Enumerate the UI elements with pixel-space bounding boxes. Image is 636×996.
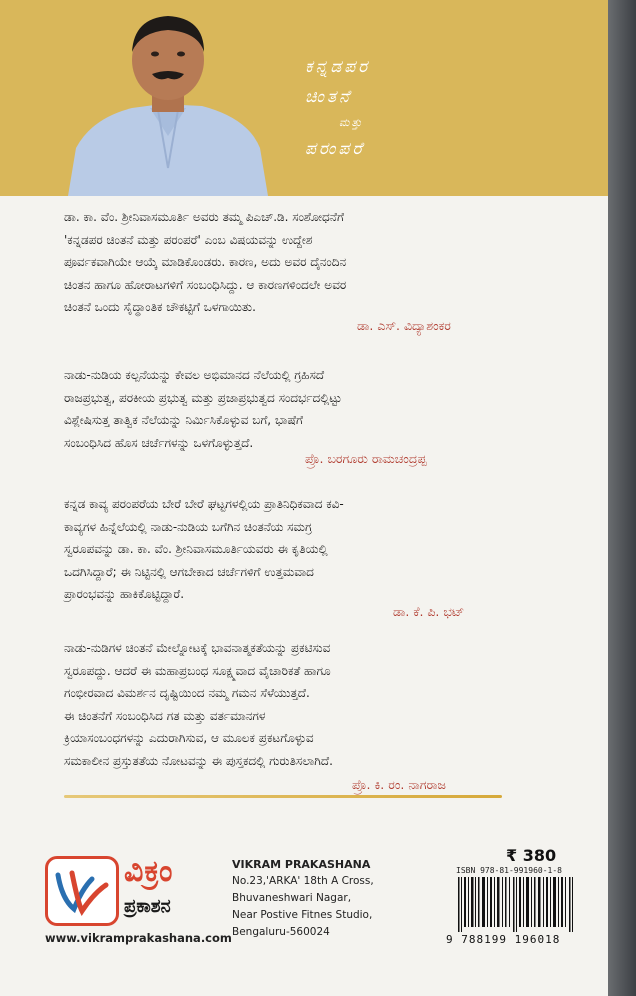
review-line: ನಾಡು-ನುಡಿಯ ಕಲ್ಪನೆಯನ್ನು ಕೇವಲ ಅಭಿಮಾನದ ನೆಲೆಯಲ್ಲಿ ಗ್ರಹಿಸದೆ	[64, 368, 325, 382]
review-line: ಪ್ರಾರಂಭವನ್ನು ಹಾಕಿಕೊಟ್ಟಿದ್ದಾರೆ.	[64, 587, 185, 601]
review-2-text	[64, 364, 502, 454]
review-line: ಈ ಚಿಂತನೆಗೆ ಸಂಬಂಧಿಸಿದ ಗತ ಮತ್ತು ವರ್ತಮಾನಗಳ	[64, 708, 266, 723]
title-line-2: ಚಿಂತನೆ	[305, 87, 353, 107]
review-line: ಸ್ವರೂಪವನ್ನು ಡಾ. ಕಾ. ವೆಂ. ಶ್ರೀನಿವಾಸಮೂರ್ತಿಯವರು ಈ ಕೃತಿಯಲ್ಲಿ	[64, 542, 328, 556]
publisher-address-block	[232, 856, 374, 941]
publisher-logo-mark	[45, 856, 119, 926]
price-label: ₹ 380	[506, 846, 557, 865]
review-line: ನಾಡು-ನುಡಿಗಳ ಚಿಂತನೆ ಮೇಲ್ನೋಟಕ್ಕೆ ಭಾವನಾತ್ಮಕತೆಯನ್ನು ಪ್ರಕಟಿಸುವ	[64, 641, 331, 655]
review-1-text	[64, 206, 502, 319]
title-line-3: ಮತ್ತು	[339, 116, 364, 129]
isbn-label: ISBN 978-81-991960-1-8	[456, 866, 562, 875]
book-title-script	[305, 52, 370, 164]
review-1-author: ಡಾ. ಎಸ್. ವಿದ್ಯಾಶಂಕರ	[357, 318, 451, 333]
review-line: ಒದಗಿಸಿದ್ದಾರೆ; ಈ ನಿಟ್ಟಿನಲ್ಲಿ ಆಗಬೇಕಾದ ಚರ್ಚೆಗಳಿಗೆ ಉತ್ತಮವಾದ	[64, 564, 314, 579]
publisher-name: VIKRAM PRAKASHANA	[232, 858, 371, 871]
barcode-icon	[456, 877, 576, 932]
review-line: ಚಿಂತನ ಹಾಗೂ ಹೋರಾಟಗಳಿಗೆ ಸಂಬಂಧಿಸಿದ್ದು. ಆ ಕಾರಣಗಳಿಂದಲೇ ಅವರ	[64, 277, 347, 292]
logo-emblem-icon	[48, 859, 116, 923]
review-line: 'ಕನ್ನಡಪರ ಚಿಂತನೆ ಮತ್ತು ಪರಂಪರೆ' ಎಂಬ ವಿಷಯವನ್ನು ಉದ್ದೇಶ	[64, 232, 313, 247]
review-line: ಸಂಬಂಧಿಸಿದ ಹೊಸ ಚರ್ಚೆಗಳನ್ನು ಒಳಗೊಳ್ಳುತ್ತದೆ.	[64, 435, 254, 450]
review-line: ಸಮಕಾಲೀನ ಪ್ರಸ್ತುತತೆಯ ನೋಟವನ್ನು ಈ ಪುಸ್ತಕದಲ್ಲಿ ಗುರುತಿಸಲಾಗಿದೆ.	[64, 753, 333, 768]
address-line: Bhuvaneshwari Nagar,	[232, 892, 352, 904]
review-line: ವಿಶ್ಲೇಷಿಸುತ್ತ ತಾತ್ವಿಕ ನೆಲೆಯನ್ನು ನಿರ್ಮಿಸಿಕೊಳ್ಳುವ ಬಗೆ, ಭಾಷೆಗೆ	[64, 413, 303, 427]
address-line: No.23,'ARKA' 18th A Cross,	[232, 875, 374, 887]
review-line: ಡಾ. ಕಾ. ವೆಂ. ಶ್ರೀನಿವಾಸಮೂರ್ತಿ ಅವರು ತಮ್ಮ ಪಿಎಚ್.ಡಿ. ಸಂಶೋಧನೆಗೆ	[64, 210, 344, 224]
address-line: Bengaluru-560024	[232, 926, 330, 938]
review-line: ಕನ್ನಡ ಕಾವ್ಯ ಪರಂಪರೆಯ ಬೇರೆ ಬೇರೆ ಘಟ್ಟಗಳಲ್ಲಿಯ ಪ್ರಾತಿನಿಧಿಕವಾದ ಕವಿ-	[64, 497, 344, 511]
divider-rule	[64, 795, 502, 798]
review-line: ಕ್ರಿಯಾಸಂಬಂಧಗಳನ್ನು ಎದುರಾಗಿಸುವ, ಆ ಮೂಲಕ ಪ್ರಕಟಗೊಳ್ಳುವ	[64, 731, 314, 745]
review-4-text	[64, 637, 502, 772]
review-4-author: ಪ್ರೊ. ಕಿ. ರಂ. ನಾಗರಾಜ	[352, 777, 446, 792]
review-2-author: ಪ್ರೊ. ಬರಗೂರು ರಾಮಚಂದ್ರಪ್ಪ	[305, 451, 427, 466]
title-line-1: ಕನ್ನಡಪರ	[305, 57, 371, 77]
review-line: ಚಿಂತನೆ ಒಂದು ಸೈದ್ಧಾಂತಿಕ ಚೌಕಟ್ಟಿಗೆ ಒಳಗಾಯಿತು.	[64, 300, 256, 314]
review-line: ಕಾವ್ಯಗಳ ಹಿನ್ನೆಲೆಯಲ್ಲಿ ನಾಡು-ನುಡಿಯ ಬಗೆಗಿನ ಚಿಂತನೆಯ ಸಮಗ್ರ	[64, 519, 312, 534]
review-line: ಪೂರ್ವಕವಾಗಿಯೇ ಆಯ್ಕೆ ಮಾಡಿಕೊಂಡರು. ಕಾರಣ, ಅದು ಅವರ ದೈನಂದಿನ	[64, 255, 347, 269]
author-photo	[62, 8, 274, 196]
address-line: Near Postive Fitnes Studio,	[232, 909, 373, 921]
review-line: ಗಂಭೀರವಾದ ವಿಮರ್ಶನ ದೃಷ್ಟಿಯಿಂದ ನಮ್ಮ ಗಮನ ಸೆಳೆಯುತ್ತದೆ.	[64, 686, 310, 700]
publisher-logo-text: ವಿಕ್ರಂ	[124, 854, 174, 889]
book-spine-edge	[608, 0, 636, 996]
review-line: ರಾಜಪ್ರಭುತ್ವ, ಪರಕೀಯ ಪ್ರಭುತ್ವ ಮತ್ತು ಪ್ರಜಾಪ್ರಭುತ್ವದ ಸಂದರ್ಭದಲ್ಲಿಟ್ಟು	[64, 390, 342, 405]
publisher-logo-subtext: ಪ್ರಕಾಶನ	[124, 896, 171, 917]
review-line: ಸ್ವರೂಪದ್ದು. ಆದರೆ ಈ ಮಹಾಪ್ರಬಂಧ ಸೂಕ್ಷ್ಮವಾದ ವೈಚಾರಿಕತೆ ಹಾಗೂ	[64, 663, 331, 678]
publisher-website[interactable]: www.vikramprakashana.com	[45, 931, 232, 945]
review-3-text	[64, 493, 502, 606]
barcode-number: 9 788199 196018	[446, 933, 561, 946]
title-line-4: ಪರಂಪರೆ	[305, 139, 365, 159]
review-3-author: ಡಾ. ಕೆ. ಪಿ. ಭಟ್	[393, 604, 465, 619]
